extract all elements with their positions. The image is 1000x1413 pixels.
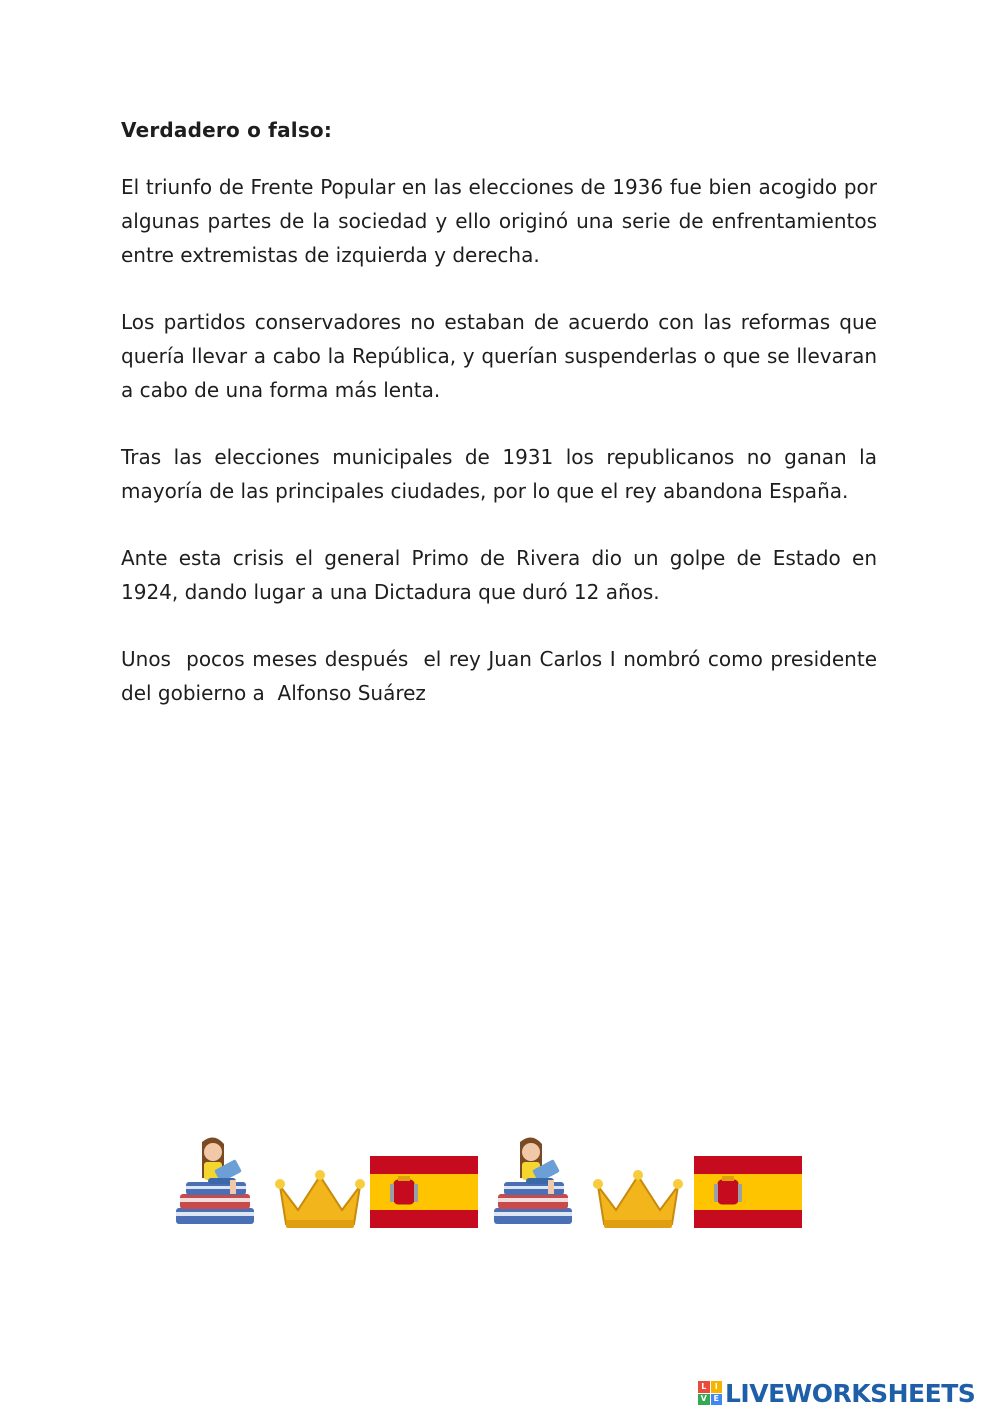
logo-text: LIVEWORKSHEETS — [725, 1378, 976, 1408]
statement-3[interactable]: Tras las elecciones municipales de 1931 los republicanos no ganan la mayoría de las principales ciudades, por lo que el rey abandona España. — [121, 445, 877, 503]
spain-flag-icon — [694, 1156, 802, 1228]
crown-icon — [274, 1170, 366, 1232]
liveworksheets-logo[interactable] — [698, 1378, 975, 1408]
spain-flag-icon — [370, 1156, 478, 1228]
statement-4[interactable]: Ante esta crisis el general Primo de Rivera dio un golpe de Estado en 1924, dando lugar a una Dictadura que duró 12 años. — [121, 546, 877, 604]
decoration-row — [172, 1132, 812, 1232]
statement-list — [121, 170, 884, 743]
statement-2[interactable]: Los partidos conservadores no estaban de acuerdo con las reformas que quería llevar a cabo la República, y querían suspenderlas o que se llevaran a cabo de una forma más lenta. — [121, 310, 877, 402]
logo-mark-letter: L — [698, 1381, 710, 1393]
crown-icon — [592, 1170, 684, 1232]
girl-reading-on-books-icon — [172, 1134, 258, 1230]
girl-reading-on-books-icon — [490, 1134, 576, 1230]
worksheet-heading: Verdadero o falso: — [121, 118, 333, 142]
statement-1[interactable]: El triunfo de Frente Popular en las elecciones de 1936 fue bien acogido por algunas partes de la sociedad y ello originó una serie de enfrentamientos entre extremistas de izquierda y derecha. — [121, 175, 877, 267]
logo-mark-letter: I — [711, 1381, 723, 1393]
logo-mark-letter: E — [711, 1394, 723, 1406]
logo-mark-letter: V — [698, 1394, 710, 1406]
statement-5[interactable]: Unos pocos meses después el rey Juan Carlos I nombró como presidente del gobierno a Alfonso Suárez — [121, 647, 884, 705]
logo-mark-icon — [698, 1381, 722, 1405]
